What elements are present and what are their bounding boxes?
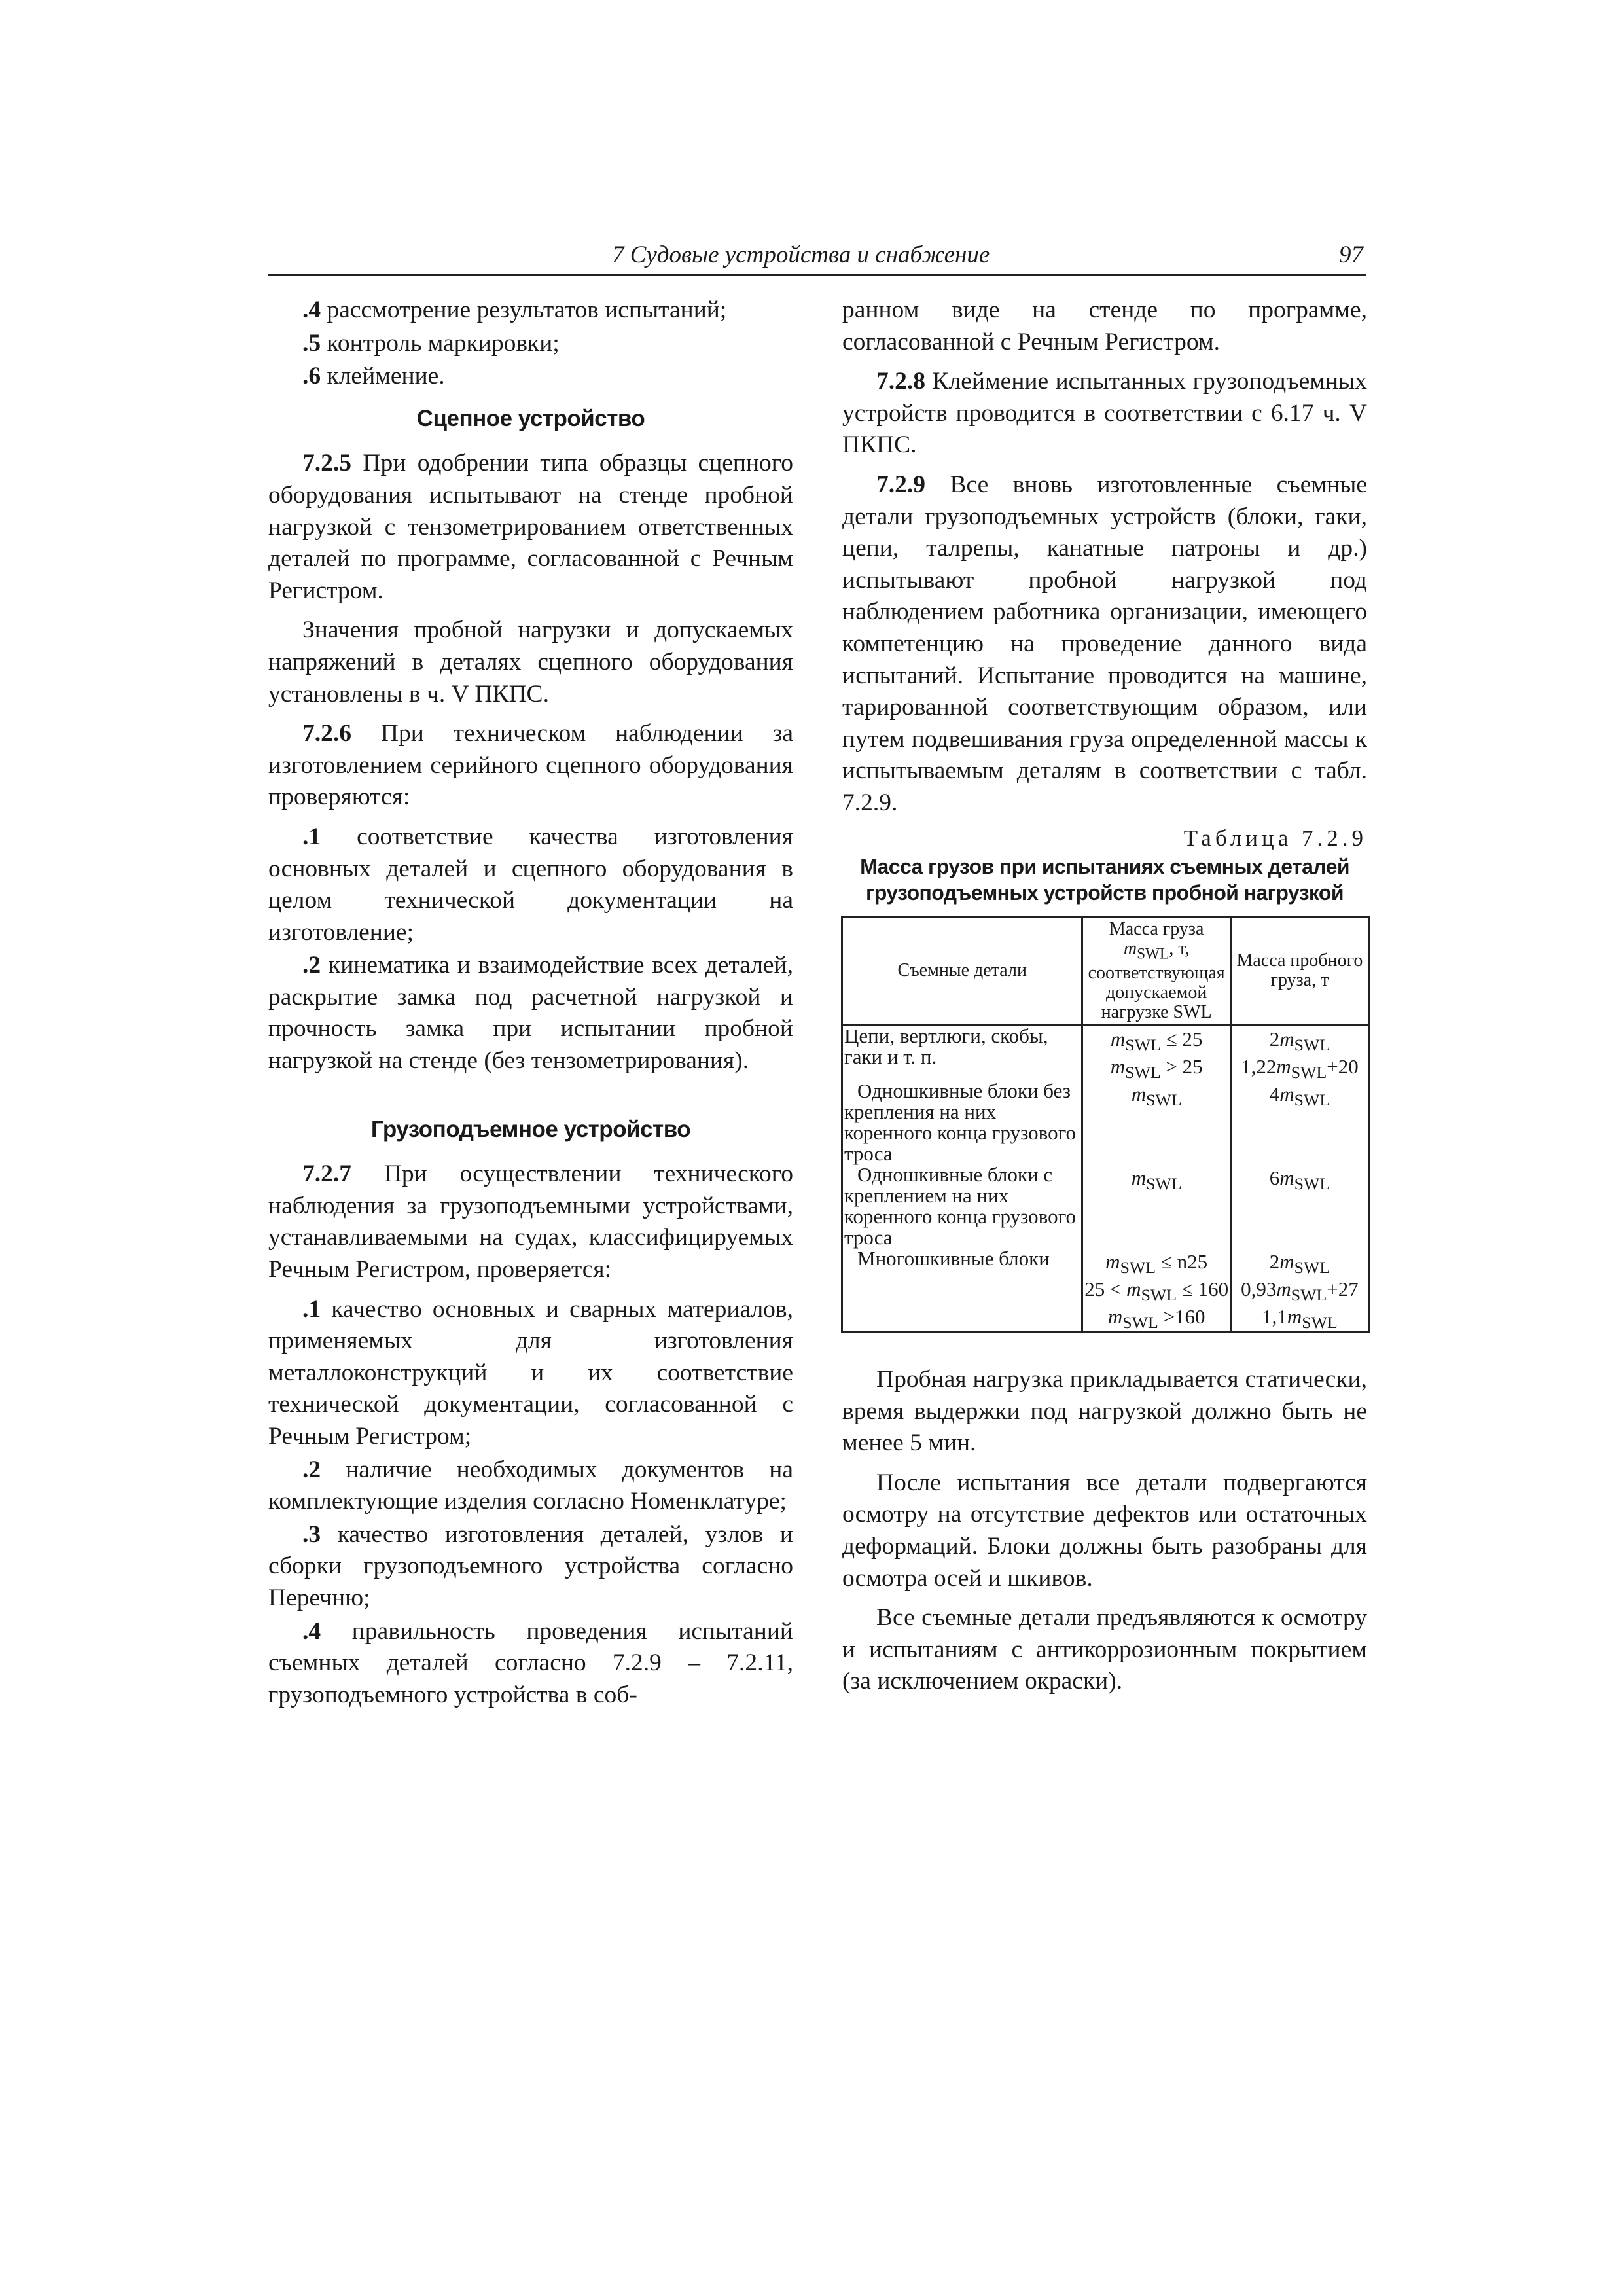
- list-item: [268, 1616, 793, 1712]
- clause-number: 7.2.7: [302, 1160, 351, 1188]
- list-item: [268, 821, 793, 948]
- item-number: .4: [302, 1617, 321, 1645]
- value: [1232, 1164, 1368, 1192]
- cond: ≤ 25: [1166, 1028, 1203, 1051]
- item-number: .3: [302, 1520, 321, 1548]
- var-m: m: [1131, 1083, 1147, 1106]
- var-m: m: [1105, 1250, 1120, 1274]
- left-column: [268, 295, 793, 1712]
- var-m: m: [1279, 1083, 1294, 1106]
- paragraph-7-2-8: [842, 366, 1367, 461]
- item-text: контроль маркировки;: [327, 329, 560, 357]
- value: [1232, 1081, 1368, 1108]
- list-item: [268, 328, 793, 360]
- var-m: m: [1123, 938, 1137, 959]
- item-number: .4: [302, 296, 321, 323]
- var-m: m: [1131, 1166, 1147, 1190]
- var-sub: SWL: [1294, 1174, 1330, 1194]
- cond: ≤ 160: [1181, 1278, 1229, 1301]
- item-number: .5: [302, 329, 321, 357]
- coef: 0,93: [1241, 1278, 1277, 1301]
- var-sub: SWL: [1302, 1313, 1338, 1333]
- header-swl-mass-text: Масса груза: [1109, 918, 1204, 939]
- cell-parts: [842, 1164, 1082, 1248]
- var-m: m: [1110, 1055, 1126, 1079]
- list-item: [268, 1454, 793, 1518]
- cond-prefix: 25 <: [1084, 1278, 1122, 1301]
- list-item: [268, 361, 793, 393]
- list-item: [268, 295, 793, 327]
- right-column: [842, 295, 1367, 1706]
- value: [1232, 1248, 1368, 1276]
- chapter-title: 7 Судовые устройства и снабжение: [612, 242, 990, 268]
- row-single-sheave-free: Одношкивные блоки без крепления на них коренного конца грузового троса: [844, 1079, 1077, 1166]
- clause-number: 7.2.8: [876, 368, 925, 395]
- table-label: Таблица 7.2.9: [1183, 825, 1367, 851]
- var-sub: SWL: [1141, 1285, 1177, 1305]
- cell-swl: [1082, 1248, 1230, 1332]
- list-item: [268, 1294, 793, 1453]
- section-heading: Грузоподъемное устройство: [370, 1116, 691, 1142]
- header-test-mass: Масса пробного груза, т: [1230, 917, 1368, 1025]
- item-text: качество изготовления деталей, узлов и сборки грузоподъемного устройства согласно Перечню;: [268, 1520, 794, 1611]
- var-m: m: [1107, 1305, 1123, 1329]
- paragraph-continuation: ранном виде на стенде по программе, согласованной с Речным Регистром.: [842, 296, 1367, 355]
- clause-text: Все вновь изготовленные съемные детали грузоподъемных устройств (блоки, гаки, цепи, талрепы, канатные патроны и др.) испытывают пробной нагрузкой под наблюдением работника организации, имеющего компетенцию на проведение данного вида испытаний. Испытание проводится на машине, тарированной соответствующим образом, или путем подвешивания груза определенной массы к испытываемым деталям в соответствии с табл. 7.2.9.: [842, 471, 1367, 816]
- value: [1083, 1248, 1229, 1276]
- value: [1083, 1081, 1229, 1108]
- item-text: правильность проведения испытаний съемных деталей согласно 7.2.9 – 7.2.11, грузоподъемного устройства в соб-: [268, 1617, 793, 1708]
- coef: 6: [1269, 1166, 1280, 1190]
- cond: ≤ n25: [1160, 1250, 1208, 1274]
- item-text: кинематика и взаимодействие всех деталей, раскрытие замка под расчетной нагрузкой и прочность замка при испытании пробной нагрузкой на стенде (без тензометрирования).: [268, 952, 793, 1075]
- cell-swl: [1082, 1164, 1230, 1248]
- value: [1232, 1026, 1368, 1053]
- coef: 1,22: [1241, 1055, 1277, 1079]
- item-number: .2: [302, 1456, 321, 1483]
- var-sub: SWL: [1146, 1174, 1182, 1194]
- item-text: клеймение.: [327, 363, 445, 390]
- var-sub: SWL: [1120, 1258, 1156, 1278]
- clause-number: 7.2.9: [876, 471, 925, 498]
- paragraph-7-2-5: [268, 448, 793, 607]
- cond: > 25: [1166, 1055, 1203, 1079]
- after-table-text: [842, 1364, 1367, 1698]
- coef: 4: [1269, 1083, 1280, 1106]
- cell-test: [1230, 1164, 1368, 1248]
- cell-swl: [1082, 1081, 1230, 1164]
- addend: +27: [1327, 1278, 1359, 1301]
- paragraph-7-2-9: [842, 469, 1367, 819]
- table-header-row: [842, 917, 1369, 1025]
- item-text: качество основных и сварных материалов, применяемых для изготовления металлоконструкций и их соответствие технической документации, согласованной с Речным Регистром;: [268, 1295, 793, 1450]
- var-m: m: [1276, 1055, 1291, 1079]
- cell-parts: [842, 1025, 1082, 1081]
- value: [1083, 1276, 1229, 1303]
- paragraph: После испытания все детали подвергаются осмотру на отсутствие дефектов или остаточных деформаций. Блоки должны быть разобраны для осмотра осей и шкивов.: [842, 1469, 1367, 1592]
- var-sub: SWL: [1146, 1090, 1182, 1110]
- item-number: .1: [302, 823, 321, 850]
- clause-text: При одобрении типа образцы сцепного оборудования испытывают на стенде пробной нагрузкой с тензометрированием ответственных деталей по программе, согласованной с Речным Регистром.: [268, 450, 793, 604]
- var-sub: SWL: [1291, 1285, 1327, 1305]
- table-row: [842, 1248, 1369, 1332]
- paragraph-7-2-7: [268, 1158, 793, 1285]
- item-text: рассмотрение результатов испытаний;: [327, 296, 727, 323]
- page-number: 97: [1339, 242, 1363, 268]
- var-m: m: [1287, 1305, 1302, 1329]
- header-swl-mass: [1082, 917, 1230, 1025]
- header-removable-parts: Съемные детали: [842, 917, 1082, 1025]
- list-item: [268, 1519, 793, 1615]
- table-title: Масса грузов при испытаниях съемных деталей грузоподъемных устройств пробной нагрузкой: [860, 854, 1349, 905]
- var-m: m: [1279, 1166, 1294, 1190]
- cell-swl: [1082, 1025, 1230, 1081]
- cell-parts: [842, 1248, 1082, 1332]
- var-m: m: [1110, 1028, 1126, 1051]
- value: [1232, 1303, 1368, 1331]
- list-item: [268, 950, 793, 1077]
- var-sub: SWL: [1294, 1258, 1330, 1278]
- var-sub: SWL: [1125, 1063, 1161, 1083]
- clause-text: Клеймение испытанных грузоподъемных устройств проводится в соответствии с 6.17 ч. V ПКПС.: [842, 368, 1367, 459]
- var-sub: SWL: [1291, 1063, 1327, 1083]
- table-row: [842, 1025, 1369, 1081]
- table-row: [842, 1081, 1369, 1164]
- mass-table: [841, 916, 1370, 1333]
- row-multi-sheave: Многошкивные блоки: [857, 1247, 1050, 1270]
- value: [1083, 1164, 1229, 1192]
- running-header: [268, 241, 1366, 276]
- item-number: .1: [302, 1295, 321, 1323]
- clause-text: При осуществлении технического наблюдения за грузоподъемными устройствами, устанавливаемыми на судах, классифицируемых Речным Регистром, проверяется:: [268, 1160, 793, 1283]
- var-m: m: [1126, 1278, 1141, 1301]
- item-text: соответствие качества изготовления основных деталей и сцепного оборудования в целом технической документации на изготовление;: [268, 823, 793, 946]
- paragraph: Все съемные детали предъявляются к осмотру и испытаниям с антикоррозионным покрытием (за исключением окраски).: [842, 1604, 1367, 1695]
- item-number: .6: [302, 363, 321, 390]
- paragraph: Пробная нагрузка прикладывается статически, время выдержки под нагрузкой должно быть не менее 5 мин.: [842, 1366, 1367, 1457]
- coef: 2: [1269, 1028, 1280, 1051]
- paragraph-7-2-6: [268, 718, 793, 814]
- coef: 2: [1269, 1250, 1280, 1274]
- var-sub: SWL: [1122, 1313, 1158, 1333]
- var-sub: SWL: [1294, 1035, 1330, 1055]
- value: [1083, 1053, 1229, 1081]
- item-number: .2: [302, 952, 321, 979]
- row-single-sheave-fixed: Одношкивные блоки с креплением на них коренного конца грузового троса: [844, 1163, 1077, 1249]
- var-m: m: [1279, 1250, 1294, 1274]
- cond: >160: [1163, 1305, 1205, 1329]
- clause-number: 7.2.5: [302, 450, 351, 477]
- cell-test: [1230, 1081, 1368, 1164]
- cell-test: [1230, 1248, 1368, 1332]
- row-chains: Цепи, вертлюги, скобы, гаки и т. п.: [844, 1024, 1048, 1069]
- value: [1083, 1303, 1229, 1331]
- clause-text: При техническом наблюдении за изготовлением серийного сцепного оборудования проверяются:: [268, 720, 793, 811]
- value: [1232, 1053, 1368, 1081]
- value: [1232, 1276, 1368, 1303]
- paragraph: Значения пробной нагрузки и допускаемых напряжений в деталях сцепного оборудования установлены в ч. V ПКПС.: [268, 617, 793, 708]
- table-row: [842, 1164, 1369, 1248]
- var-sub: SWL: [1137, 945, 1169, 963]
- var-sub: SWL: [1294, 1090, 1330, 1110]
- value: [1083, 1026, 1229, 1053]
- clause-number: 7.2.6: [302, 720, 351, 747]
- cell-parts: [842, 1081, 1082, 1164]
- var-m: m: [1279, 1028, 1294, 1051]
- var-sub: SWL: [1125, 1035, 1161, 1055]
- cell-test: [1230, 1025, 1368, 1081]
- addend: +20: [1327, 1055, 1359, 1079]
- coef: 1,1: [1262, 1305, 1287, 1329]
- header-swl-mass-rest: , т, соответствующая допускаемой нагрузке SWL: [1088, 938, 1225, 1023]
- section-heading: Сцепное устройство: [416, 405, 645, 431]
- var-m: m: [1276, 1278, 1291, 1301]
- item-text: наличие необходимых документов на комплектующие изделия согласно Номенклатуре;: [268, 1456, 794, 1515]
